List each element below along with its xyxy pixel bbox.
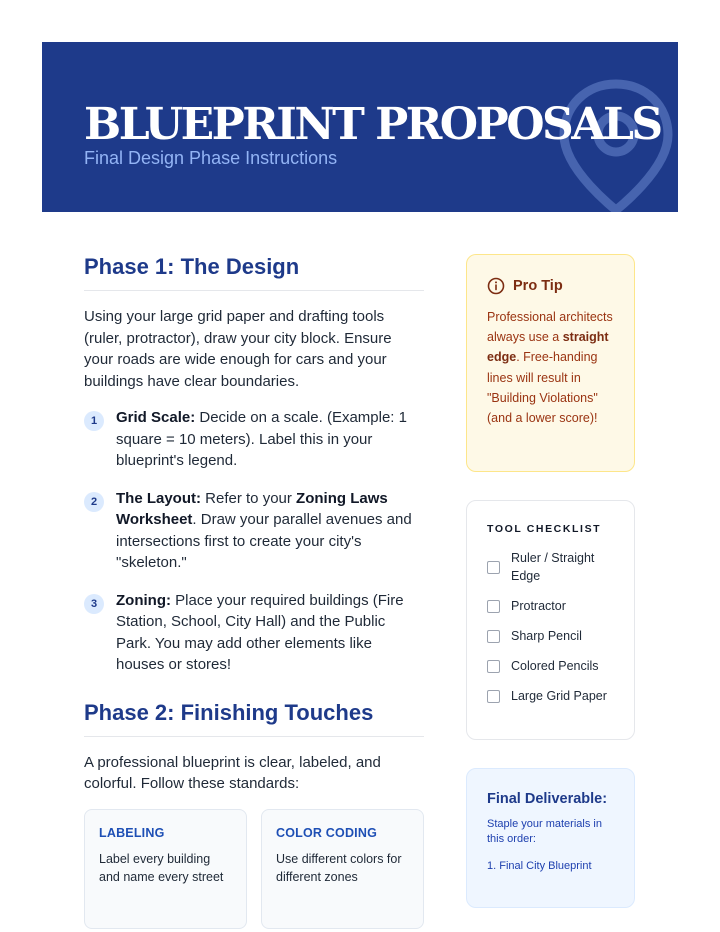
color-coding-card [261, 809, 424, 929]
info-icon [487, 277, 505, 295]
phase2-intro: A professional blueprint is clear, labeled, and colorful. Follow these standards: [84, 753, 381, 792]
checkbox[interactable] [487, 630, 500, 643]
checklist-item[interactable] [487, 549, 614, 585]
tip-header [487, 277, 614, 295]
phase1-title: Phase 1: The Design [84, 252, 424, 291]
card-text: Label every building and name every street [99, 851, 224, 884]
phase1-intro: Using your large grid paper and drafting tools (ruler, protractor), draw your city block. Ensure your roads are wide enough for cars and your buildings have clear boundaries. [84, 308, 392, 390]
list-item [84, 488, 424, 574]
header-banner [42, 42, 678, 212]
checkbox[interactable] [487, 600, 500, 613]
steps-list [84, 407, 424, 676]
checklist-label: Protractor [511, 599, 566, 613]
final-deliverable-box [466, 768, 635, 908]
step-label: Grid Scale: [116, 409, 196, 426]
card-title: LABELING [99, 825, 165, 840]
step-body: Place your required buildings (Fire Station, School, City Hall) and the Public Park. You may add other elements like houses or stores! [116, 591, 404, 673]
card-text: Use different colors for different zones [276, 851, 402, 884]
list-item [84, 407, 424, 472]
worksheet-reference: Zoning Laws Worksheet [116, 489, 388, 528]
step-number-badge: 2 [84, 492, 104, 512]
pro-tip-box [466, 254, 635, 472]
checkbox[interactable] [487, 690, 500, 703]
checklist-item[interactable] [487, 627, 614, 645]
deliverable-title: Final Deliverable: [487, 791, 608, 807]
labeling-card [84, 809, 247, 929]
tip-body: Professional architects always use a [487, 310, 613, 345]
card-title: COLOR CODING [276, 825, 378, 840]
step-text [116, 590, 424, 676]
page-subtitle: Final Design Phase Instructions [84, 148, 338, 168]
checklist-label: Sharp Pencil [511, 629, 582, 643]
step-number-badge: 1 [84, 411, 104, 431]
checklist-label: Colored Pencils [511, 659, 599, 673]
step-body: Decide on a scale. (Example: 1 square = 10 meters). Label this in your blueprint's legend. [116, 409, 407, 469]
checklist-item[interactable] [487, 597, 614, 615]
phase2-title: Phase 2: Finishing Touches [84, 698, 424, 737]
checklist-item[interactable] [487, 657, 614, 675]
deliverable-item: 1. Final City Blueprint [487, 860, 592, 872]
step-number-badge: 3 [84, 594, 104, 614]
step-body: . Draw your parallel avenues and intersections first to create your city's "skeleton." [116, 511, 412, 571]
deliverable-text: Staple your materials in this order: [487, 818, 602, 845]
list-item [84, 590, 424, 676]
checkbox[interactable] [487, 660, 500, 673]
step-text [116, 407, 424, 472]
step-text [116, 488, 424, 574]
checklist-label: Large Grid Paper [511, 689, 607, 703]
step-body: Refer to your [201, 489, 297, 507]
tip-body: . Free-handing lines will result in "Building Violations" (and a lower score)! [487, 350, 598, 426]
tip-emphasis: straight edge [487, 330, 609, 365]
main-column [84, 252, 424, 929]
checklist-label: Ruler / Straight Edge [511, 551, 595, 583]
tip-text [487, 307, 614, 428]
step-label: Zoning: [116, 591, 171, 609]
page-title: BLUEPRINT PROPOSALS [84, 99, 661, 150]
step-label: The Layout: [116, 489, 201, 507]
checklist-item[interactable] [487, 687, 614, 705]
checklist-title: TOOL CHECKLIST [487, 523, 602, 535]
tip-title: Pro Tip [513, 278, 563, 294]
tool-checklist [466, 500, 635, 740]
checkbox[interactable] [487, 561, 500, 574]
standards-cards [84, 809, 424, 929]
